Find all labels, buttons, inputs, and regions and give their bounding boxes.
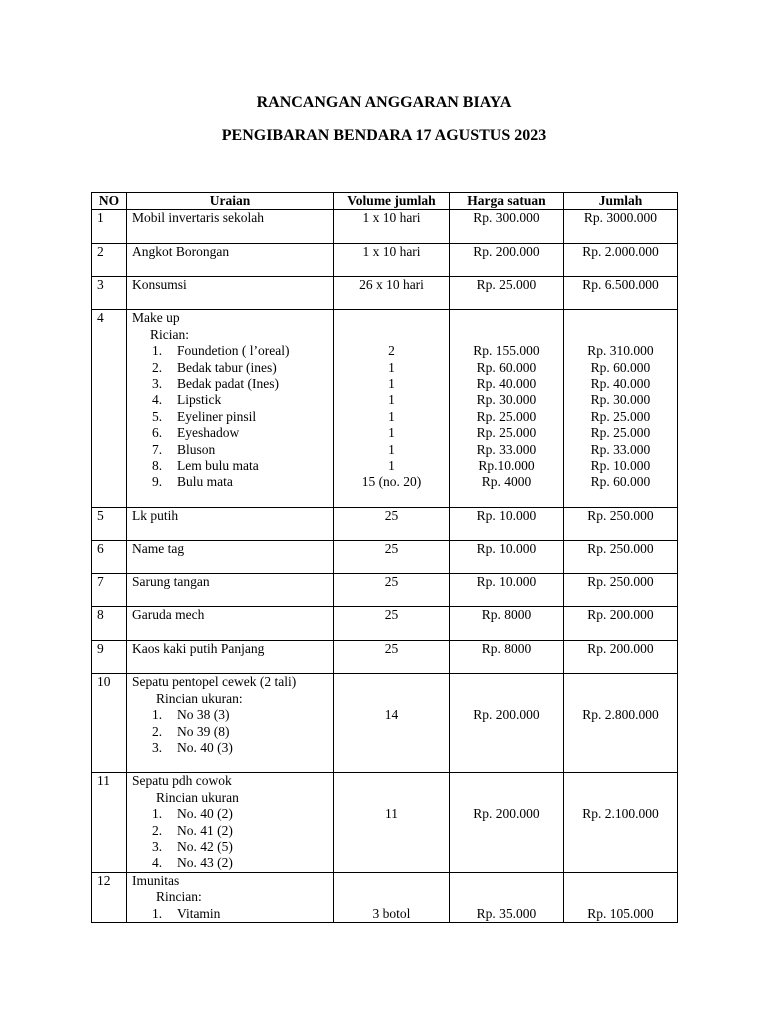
cell-uraian: Name tag	[127, 541, 334, 574]
cell-volume: 25	[334, 574, 450, 607]
list-item: 4. Lipstick	[152, 392, 222, 408]
table-row	[92, 674, 678, 773]
header-harga: Harga satuan	[450, 193, 564, 210]
table-row	[92, 210, 678, 244]
cell-uraian: Konsumsi	[127, 277, 334, 310]
table-row	[92, 541, 678, 574]
cell-harga: Rp. 8000	[450, 607, 564, 641]
cell-jumlah: Rp. 200.000	[564, 641, 678, 674]
cell-harga: Rp. 35.000	[450, 872, 564, 922]
table-row	[92, 641, 678, 674]
budget-table	[91, 192, 678, 923]
cell-uraian: Lk putih	[127, 508, 334, 541]
cell-uraian: Mobil invertaris sekolah	[127, 210, 334, 244]
cell-jumlah: Rp. 3000.000	[564, 210, 678, 244]
cell-jumlah: Rp. 2.100.000	[564, 773, 678, 872]
list-item: 1. No 38 (3)	[152, 707, 230, 723]
cell-uraian: Garuda mech	[127, 607, 334, 641]
rincian-list	[132, 906, 333, 922]
list-item: 8. Lem bulu mata	[152, 458, 259, 474]
list-item: 3. No. 42 (5)	[152, 839, 233, 855]
cell-uraian	[127, 872, 334, 922]
cell-uraian: Kaos kaki putih Panjang	[127, 641, 334, 674]
table-header-row	[92, 193, 678, 210]
cell-no: 6	[92, 541, 127, 574]
cell-harga: Rp. 10.000	[450, 541, 564, 574]
cell-volume: 25	[334, 508, 450, 541]
table-row	[92, 310, 678, 508]
cell-harga: Rp. 10.000	[450, 508, 564, 541]
rincian-label: Rician:	[150, 326, 189, 342]
cell-no: 5	[92, 508, 127, 541]
cell-harga: Rp. 300.000	[450, 210, 564, 244]
cell-no: 7	[92, 574, 127, 607]
cell-no: 10	[92, 674, 127, 773]
cell-volume: 11	[334, 773, 450, 872]
cell-no: 4	[92, 310, 127, 508]
cell-jumlah: Rp. 200.000	[564, 607, 678, 641]
table-row	[92, 773, 678, 872]
table-row	[92, 872, 678, 922]
document-title: RANCANGAN ANGGARAN BIAYA	[256, 94, 512, 111]
list-item: 3. No. 40 (3)	[152, 740, 233, 756]
item-title: Sepatu pdh cowok	[132, 773, 232, 789]
list-item: 6. Eyeshadow	[152, 425, 240, 441]
cell-volume: 1 x 10 hari	[334, 210, 450, 244]
list-item: 7. Bluson	[152, 441, 216, 457]
cell-volume: 25	[334, 541, 450, 574]
rincian-label: Rincian ukuran	[156, 789, 239, 805]
cell-jumlah: Rp. 2.000.000	[564, 244, 678, 277]
cell-volume: 3 botol	[334, 872, 450, 922]
list-item: 4. No. 43 (2)	[152, 855, 233, 871]
list-item: 1. No. 40 (2)	[152, 806, 233, 822]
header-volume: Volume jumlah	[334, 193, 450, 210]
list-item: 1. Vitamin	[152, 905, 221, 921]
header-no: NO	[92, 193, 127, 210]
list-item: 3. Bedak padat (Ines)	[152, 376, 279, 392]
cell-harga: Rp. 155.000 Rp. 60.000 Rp. 40.000 Rp. 30.000 Rp. 25.000 Rp. 25.000 Rp. 33.000 Rp.10.000 Rp. 4000	[450, 310, 564, 508]
document-subtitle: PENGIBARAN BENDARA 17 AGUSTUS 2023	[221, 127, 547, 144]
cell-harga: Rp. 200.000	[450, 244, 564, 277]
item-title: Sepatu pentopel cewek (2 tali)	[132, 674, 297, 690]
cell-jumlah: Rp. 105.000	[564, 872, 678, 922]
cell-no: 11	[92, 773, 127, 872]
cell-harga: Rp. 10.000	[450, 574, 564, 607]
cell-uraian	[127, 310, 334, 508]
cell-volume: 25	[334, 641, 450, 674]
table-row	[92, 574, 678, 607]
cell-volume: 25	[334, 607, 450, 641]
cell-no: 8	[92, 607, 127, 641]
cell-harga: Rp. 8000	[450, 641, 564, 674]
rincian-list	[132, 806, 333, 872]
cell-uraian: Angkot Borongan	[127, 244, 334, 277]
cell-jumlah: Rp. 250.000	[564, 508, 678, 541]
list-item: 5. Eyeliner pinsil	[152, 408, 257, 424]
cell-volume: 2 1 1 1 1 1 1 1 15 (no. 20)	[334, 310, 450, 508]
table-row	[92, 277, 678, 310]
list-item: 2. No. 41 (2)	[152, 822, 233, 838]
list-item: 9. Bulu mata	[152, 474, 233, 490]
cell-uraian: Sarung tangan	[127, 574, 334, 607]
header-jumlah: Jumlah	[564, 193, 678, 210]
cell-volume: 14	[334, 674, 450, 773]
rincian-label: Rincian ukuran:	[156, 690, 243, 706]
cell-jumlah: Rp. 250.000	[564, 541, 678, 574]
cell-harga: Rp. 25.000	[450, 277, 564, 310]
cell-volume: 1 x 10 hari	[334, 244, 450, 277]
cell-no: 12	[92, 872, 127, 922]
cell-volume: 26 x 10 hari	[334, 277, 450, 310]
cell-no: 2	[92, 244, 127, 277]
cell-harga: Rp. 200.000	[450, 773, 564, 872]
table-row	[92, 607, 678, 641]
cell-uraian	[127, 773, 334, 872]
list-item: 2. No 39 (8)	[152, 723, 230, 739]
list-item: 1. Foundetion ( l’oreal)	[152, 343, 290, 359]
cell-jumlah: Rp. 250.000	[564, 574, 678, 607]
header-uraian: Uraian	[127, 193, 334, 210]
table-row	[92, 508, 678, 541]
cell-no: 1	[92, 210, 127, 244]
cell-no: 3	[92, 277, 127, 310]
rincian-list	[132, 343, 333, 491]
cell-uraian	[127, 674, 334, 773]
item-title: Imunitas	[132, 872, 180, 888]
cell-jumlah: Rp. 310.000 Rp. 60.000 Rp. 40.000 Rp. 30.000 Rp. 25.000 Rp. 25.000 Rp. 33.000 Rp. 10.000 Rp. 60.000	[564, 310, 678, 508]
cell-jumlah: Rp. 6.500.000	[564, 277, 678, 310]
table-row	[92, 244, 678, 277]
rincian-label: Rincian:	[156, 889, 202, 905]
cell-harga: Rp. 200.000	[450, 674, 564, 773]
cell-no: 9	[92, 641, 127, 674]
item-title: Make up	[132, 310, 180, 326]
cell-jumlah: Rp. 2.800.000	[564, 674, 678, 773]
list-item: 2. Bedak tabur (ines)	[152, 359, 277, 375]
rincian-list	[132, 707, 333, 756]
